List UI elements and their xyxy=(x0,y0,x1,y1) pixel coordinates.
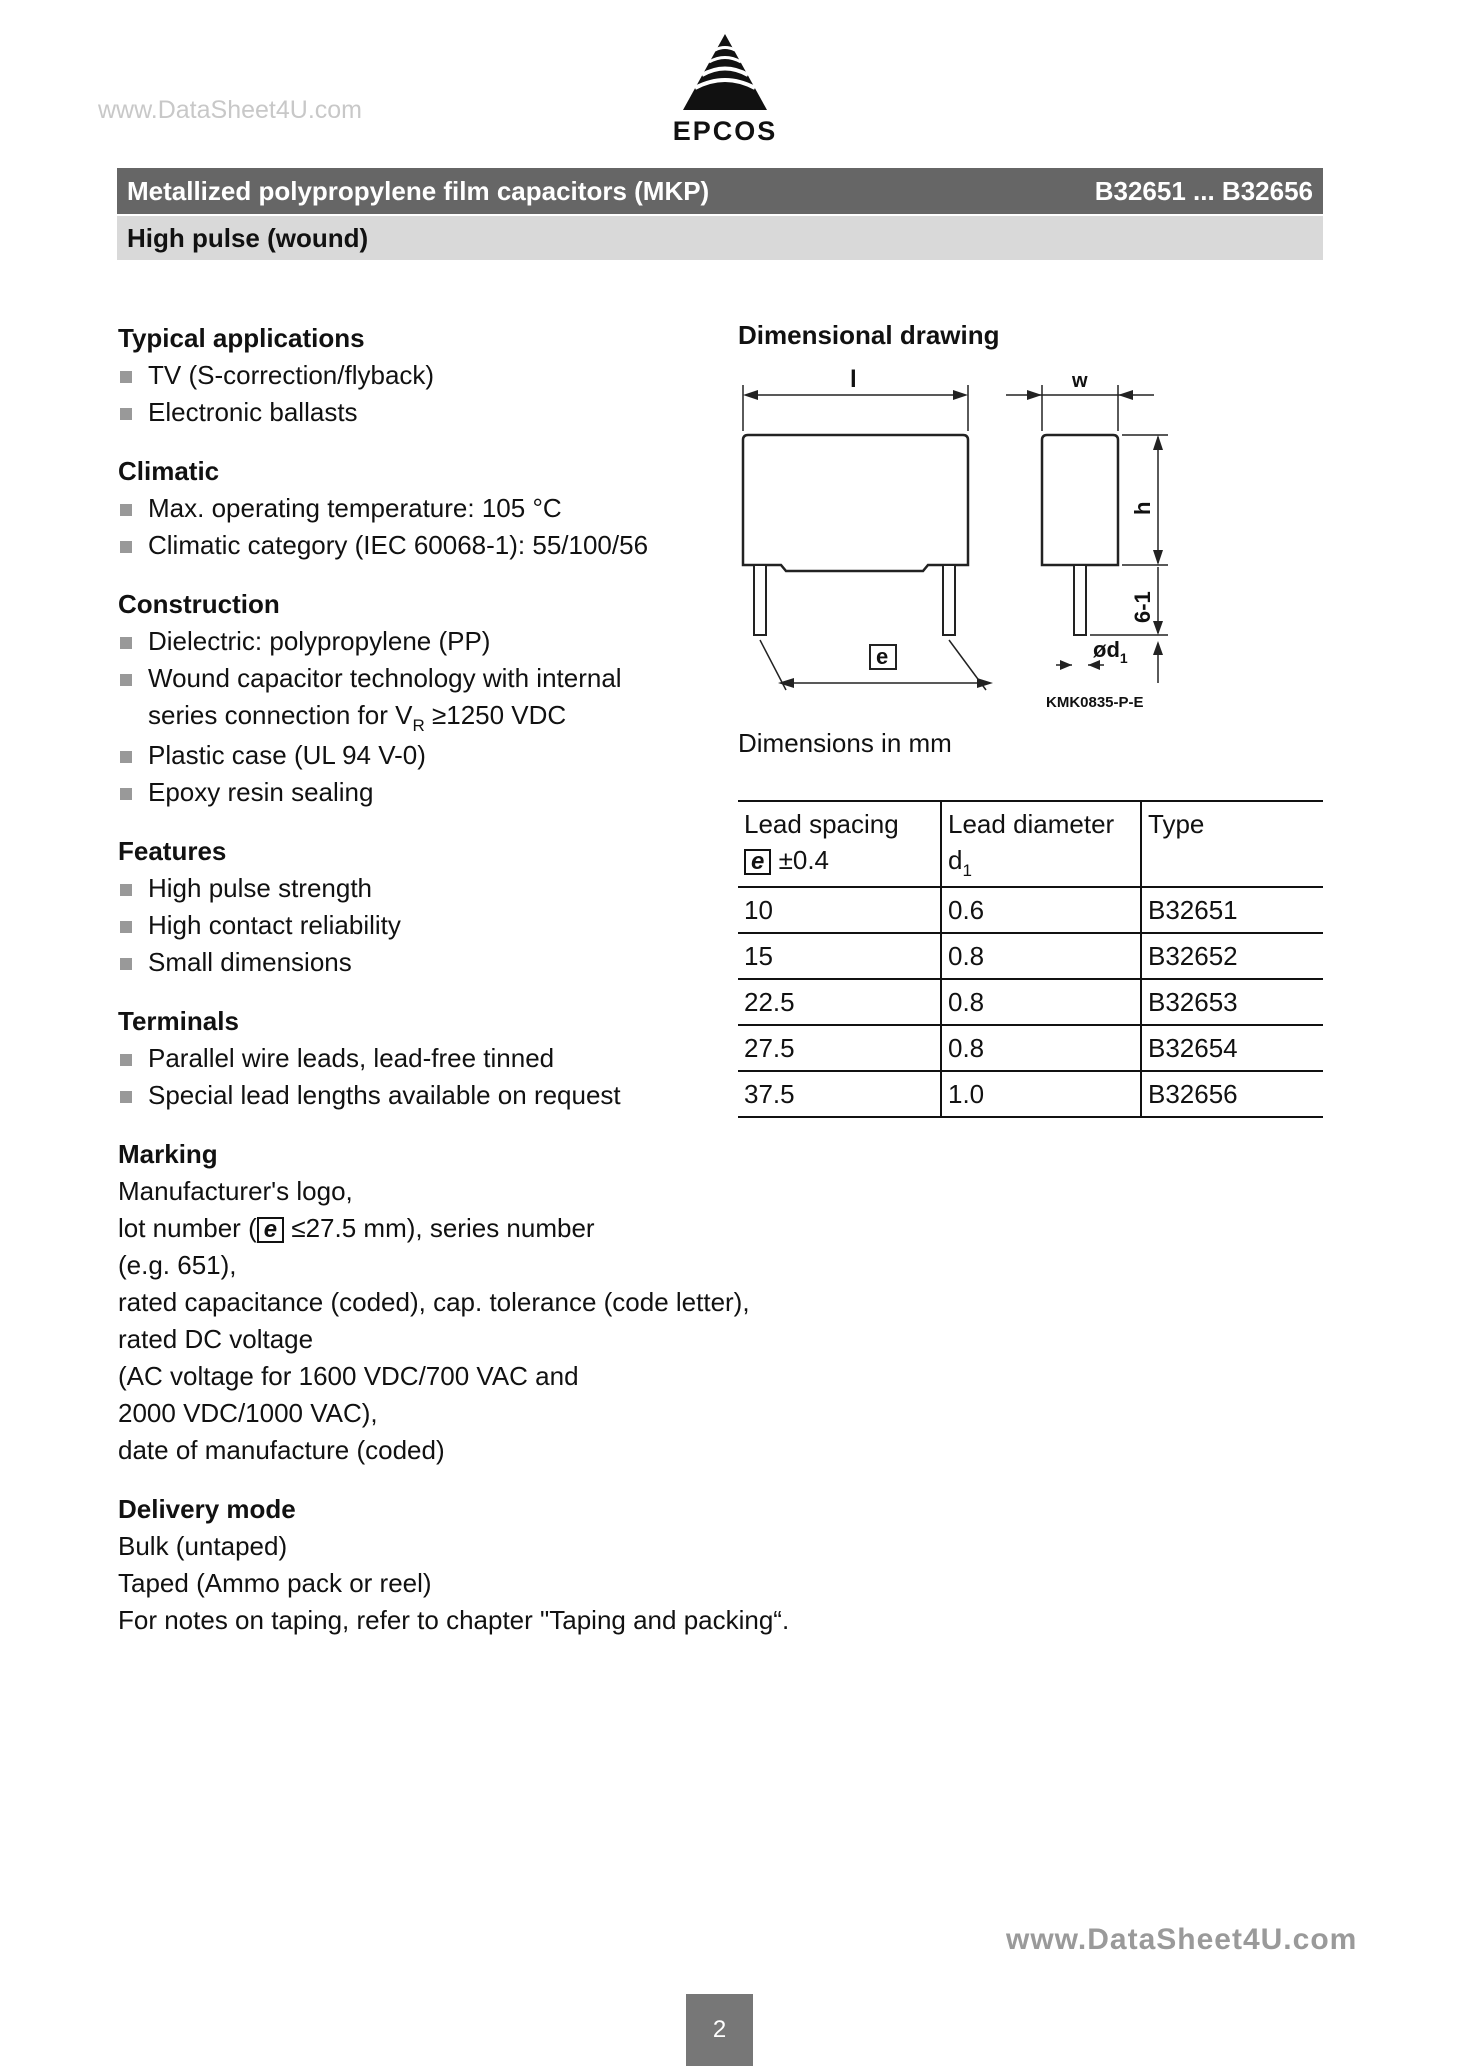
section-climatic xyxy=(118,453,818,564)
section-heading: Construction xyxy=(118,589,280,619)
list-item: Parallel wire leads, lead-free tinned xyxy=(118,1040,818,1077)
dim-label-lead-length: 6-1 xyxy=(1130,591,1155,623)
paragraph-line: (AC voltage for 1600 VDC/700 VAC and xyxy=(118,1361,579,1391)
dim-label-l: l xyxy=(850,366,857,393)
section-marking xyxy=(118,1136,818,1469)
table-row xyxy=(738,887,1323,933)
table-cell: B32654 xyxy=(1148,1033,1238,1063)
paragraph-line: Taped (Ammo pack or reel) xyxy=(118,1568,432,1598)
dim-label-h: h xyxy=(1130,501,1155,515)
section-features xyxy=(118,833,818,981)
list-item: Electronic ballasts xyxy=(118,394,818,431)
page-number: 2 xyxy=(686,1994,753,2066)
table-cell: 0.8 xyxy=(941,933,1141,979)
subscript: 1 xyxy=(962,861,972,880)
list-item: Small dimensions xyxy=(118,944,818,981)
list-item-text: series connection for V xyxy=(148,700,413,730)
list-item: High contact reliability xyxy=(118,907,818,944)
dim-label-lead-diameter: $ød_1$ xyxy=(1093,637,1128,666)
table-row xyxy=(738,979,1323,1025)
brand-name: EPCOS xyxy=(672,116,778,146)
list-item-text: ≥1250 VDC xyxy=(424,700,567,730)
title-band xyxy=(117,168,1323,214)
table-cell: B32651 xyxy=(1148,895,1238,925)
subtitle-band xyxy=(117,216,1323,260)
table-row xyxy=(738,933,1323,979)
paragraph-line: 2000 VDC/1000 VAC), xyxy=(118,1398,378,1428)
subscript: R xyxy=(412,716,425,735)
dim-label-e: e xyxy=(876,644,889,669)
document-subtitle: High pulse (wound) xyxy=(127,222,369,253)
table-cell: 0.6 xyxy=(941,887,1141,933)
list-item: Max. operating temperature: 105 °C xyxy=(118,490,818,527)
table-cell: 15 xyxy=(738,933,941,979)
table-row xyxy=(738,1071,1323,1117)
table-cell: 10 xyxy=(738,887,941,933)
section-typical-applications xyxy=(118,320,818,431)
table-cell: 27.5 xyxy=(738,1025,941,1071)
table-cell: 0.8 xyxy=(941,979,1141,1025)
header-text: d xyxy=(948,845,963,875)
header-text: ±0.4 xyxy=(771,845,829,875)
watermark-top: www.DataSheet4U.com xyxy=(98,96,363,124)
lead-spacing-symbol: e xyxy=(744,849,771,875)
paragraph-line: rated DC voltage xyxy=(118,1324,314,1354)
header-cell xyxy=(941,801,1141,887)
list-item: High pulse strength xyxy=(118,870,818,907)
paragraph-line: date of manufacture (coded) xyxy=(118,1435,445,1465)
document-title: Metallized polypropylene film capacitors (MKP) xyxy=(127,175,710,206)
table-cell: 22.5 xyxy=(738,979,941,1025)
left-column xyxy=(118,320,818,1661)
section-heading: Terminals xyxy=(118,1006,239,1036)
section-heading: Climatic xyxy=(118,456,220,486)
table-header-row xyxy=(738,801,1323,887)
table-cell: 1.0 xyxy=(941,1071,1141,1117)
dimensions-unit-label: Dimensions in mm xyxy=(738,728,952,758)
list-item: Plastic case (UL 94 V-0) xyxy=(118,737,818,774)
dimensional-drawing xyxy=(738,365,1323,711)
list-item: Special lead lengths available on request xyxy=(118,1077,818,1114)
table-cell: B32656 xyxy=(1148,1079,1238,1109)
dim-label-w: w xyxy=(1072,370,1088,392)
paragraph-line: For notes on taping, refer to chapter "Taping and packing“. xyxy=(118,1605,790,1635)
list-item-text: Wound capacitor technology with internal xyxy=(148,663,622,693)
list-item xyxy=(118,660,818,737)
header-cell: Type xyxy=(1148,809,1205,839)
section-delivery-mode xyxy=(118,1491,818,1639)
section-heading: Typical applications xyxy=(118,323,365,353)
paragraph-line: (e.g. 651), xyxy=(118,1250,237,1280)
list-item: Epoxy resin sealing xyxy=(118,774,818,811)
table-cell: 0.8 xyxy=(941,1025,1141,1071)
lead-spacing-symbol: e xyxy=(257,1217,284,1243)
part-range: B32651 ... B32656 xyxy=(1094,175,1313,206)
epcos-logo-icon xyxy=(680,32,770,114)
section-construction xyxy=(118,586,818,811)
section-heading: Marking xyxy=(118,1139,218,1169)
paragraph-line: Bulk (untaped) xyxy=(118,1531,288,1561)
epcos-logo xyxy=(650,32,800,147)
list-item: Dielectric: polypropylene (PP) xyxy=(118,623,818,660)
list-item: TV (S-correction/flyback) xyxy=(118,357,818,394)
dimensions-table xyxy=(738,800,1323,1118)
table-cell: 37.5 xyxy=(738,1071,941,1117)
paragraph-line: Manufacturer's logo, xyxy=(118,1176,353,1206)
right-column xyxy=(738,320,1323,758)
table-cell: B32652 xyxy=(1148,941,1238,971)
drawing-code: KMK0835-P-E xyxy=(1046,694,1144,711)
list-item: Climatic category (IEC 60068-1): 55/100/56 xyxy=(118,527,818,564)
section-terminals xyxy=(118,1003,818,1114)
table-row xyxy=(738,1025,1323,1071)
text: ≤27.5 mm), series number xyxy=(284,1213,595,1243)
header-text: Lead spacing xyxy=(744,809,899,839)
drawing-heading: Dimensional drawing xyxy=(738,320,1000,350)
header-text: Lead diameter xyxy=(948,809,1115,839)
paragraph-line: rated capacitance (coded), cap. tolerance (code letter), xyxy=(118,1287,750,1317)
watermark-bottom: www.DataSheet4U.com xyxy=(1006,1923,1358,1956)
section-heading: Features xyxy=(118,836,227,866)
table-cell: B32653 xyxy=(1148,987,1238,1017)
header-cell xyxy=(738,801,941,887)
section-heading: Delivery mode xyxy=(118,1494,296,1524)
paragraph-line xyxy=(118,1210,818,1247)
text: lot number ( xyxy=(118,1213,257,1243)
